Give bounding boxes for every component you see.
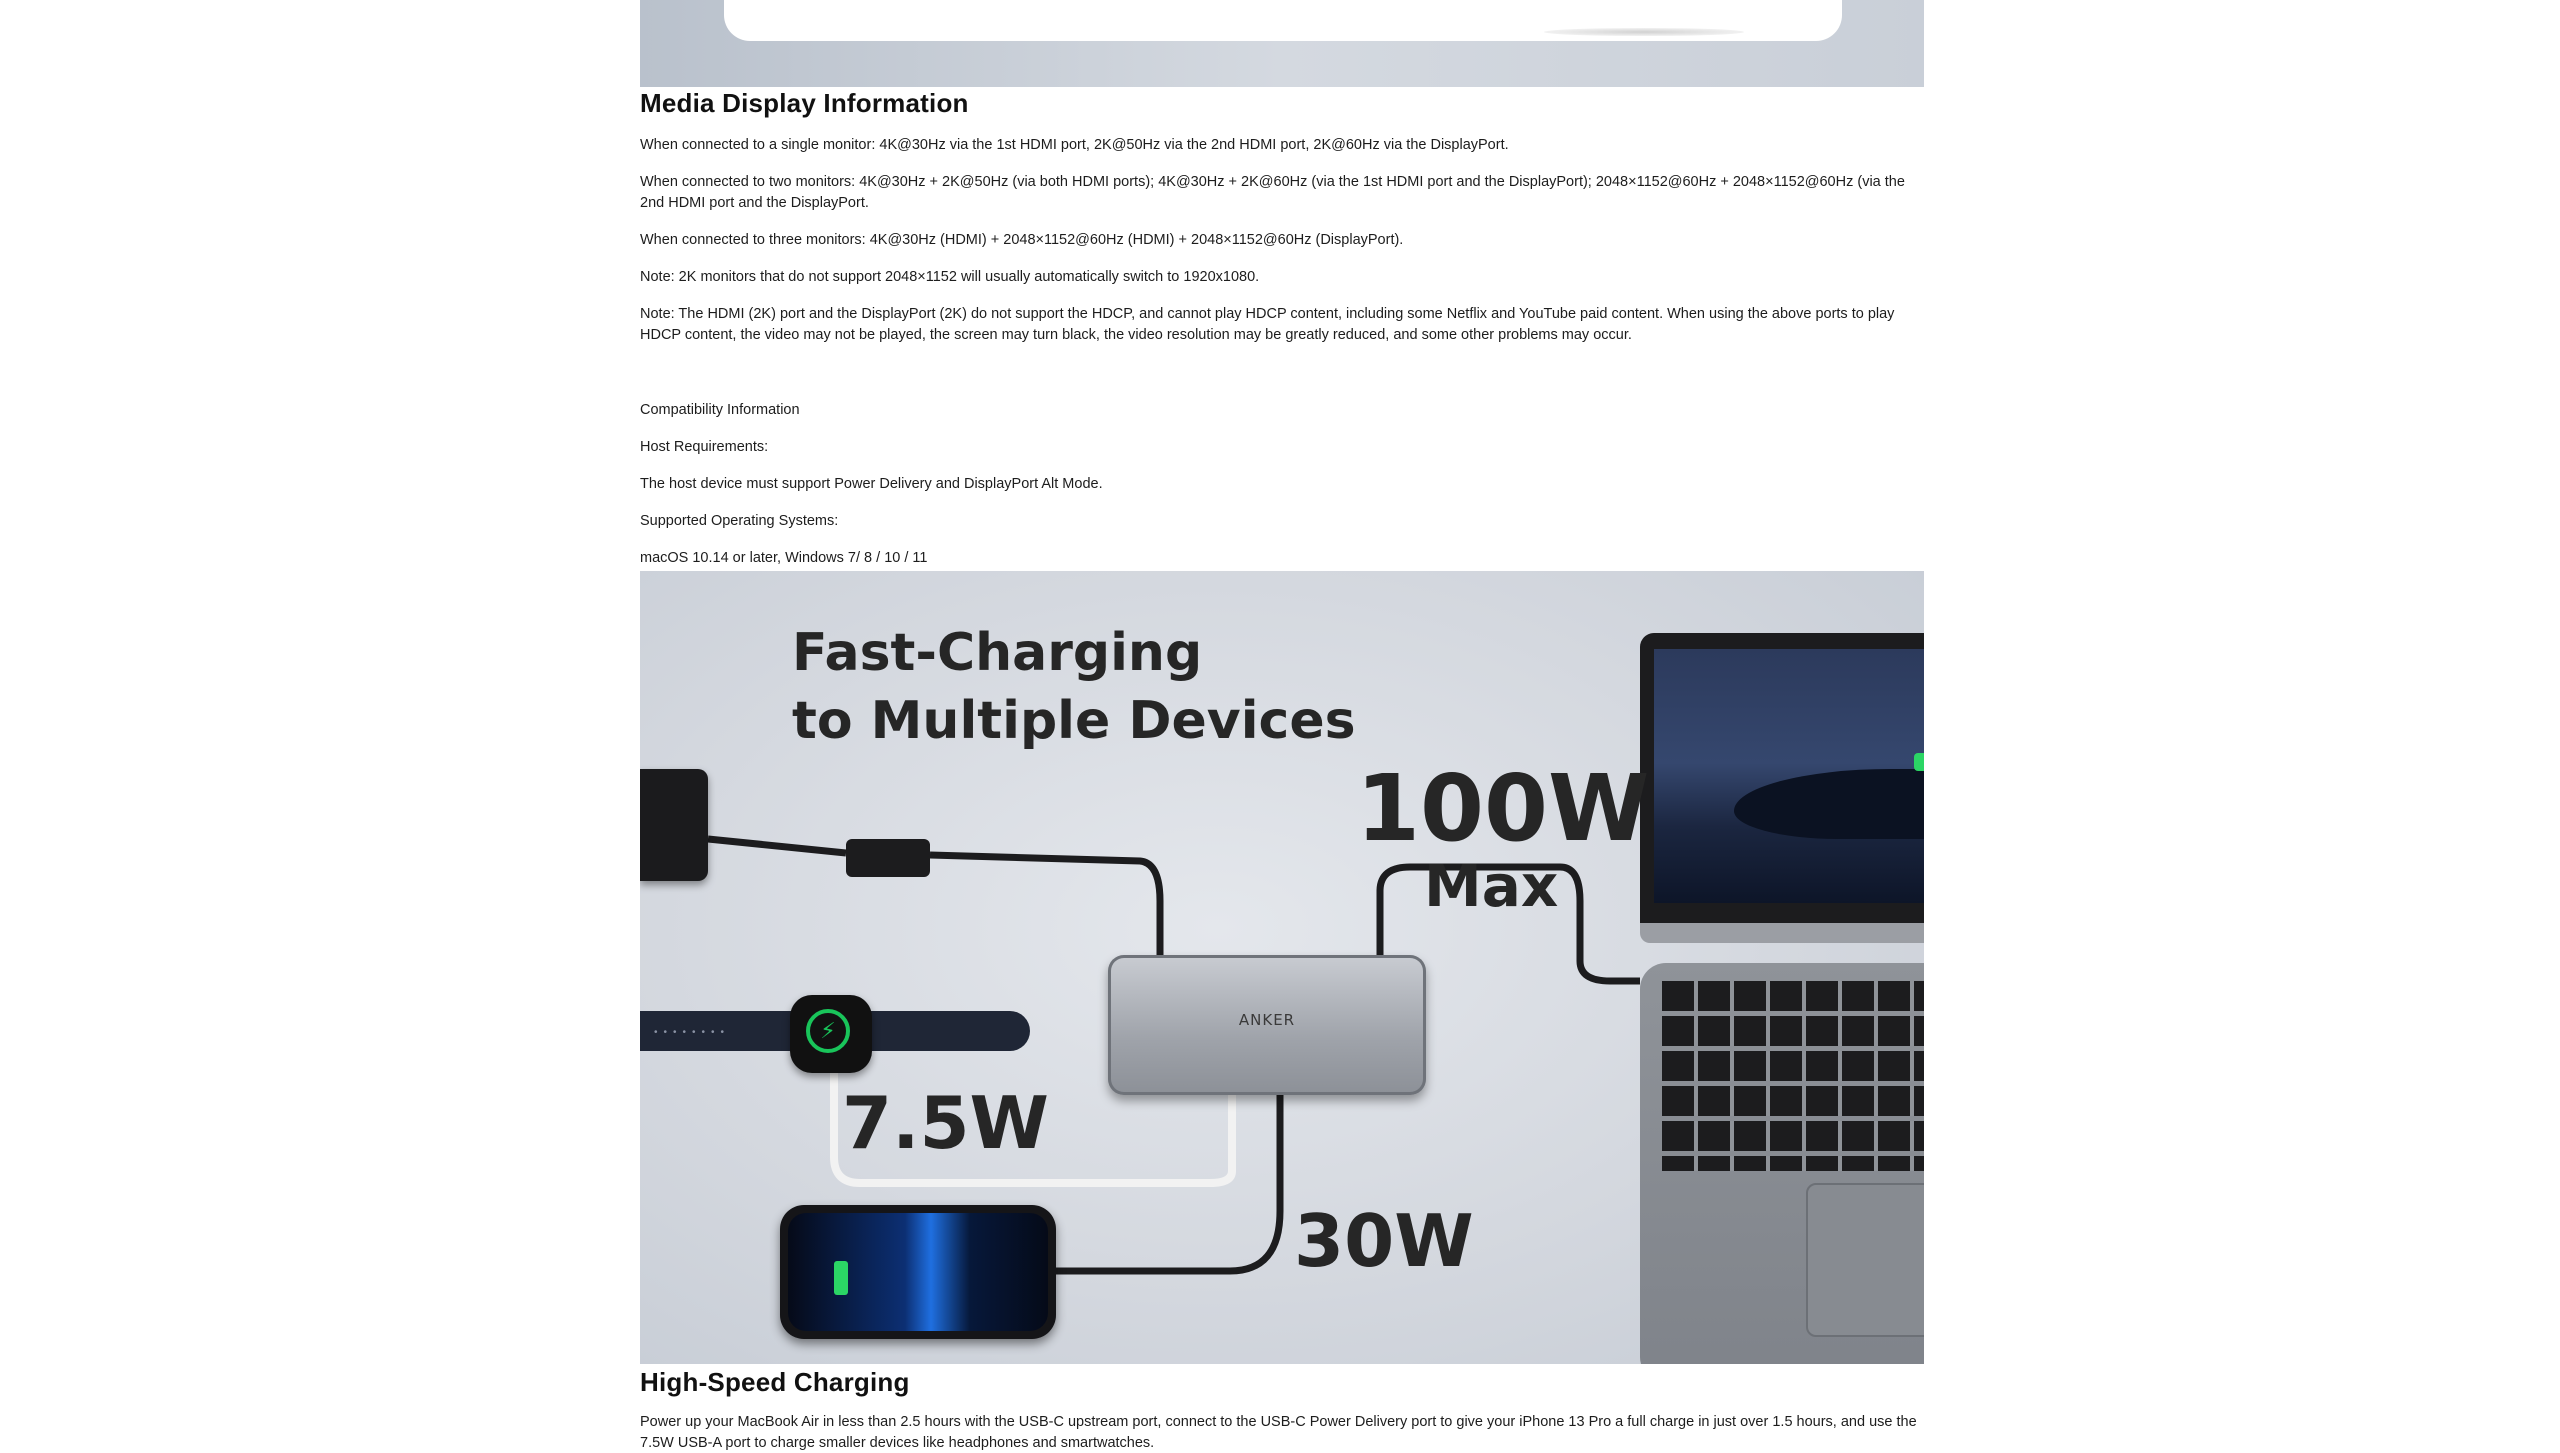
laptop-wallpaper	[1654, 649, 1924, 903]
smartphone	[780, 1205, 1056, 1339]
banner-shadow	[1544, 28, 1744, 36]
top-banner-image	[640, 0, 1924, 87]
media-paragraph-three: When connected to three monitors: 4K@30Hz (HDMI) + 2048×1152@60Hz (HDMI) + 2048×1152@60Hz (DisplayPort).	[640, 232, 1404, 248]
hero-heading	[792, 619, 1356, 755]
compat-heading: Compatibility Information	[640, 402, 800, 418]
band-holes: ••••••••	[654, 1027, 731, 1038]
media-paragraph-two: When connected to two monitors: 4K@30Hz + 2K@50Hz (via both HDMI ports); 4K@30Hz + 2K@60Hz (via the 1st HDMI port and the DisplayPort); 2048×1152@60Hz + 2048×1152@60Hz (via the 2nd HDMI port and the DisplayPort.	[640, 174, 1905, 211]
laptop-hinge	[1640, 923, 1924, 943]
compat-host-label: Host Requirements:	[640, 439, 769, 455]
power-adapter	[640, 769, 708, 881]
charging-paragraph: Power up your MacBook Air in less than 2.5 hours with the USB-C upstream port, connect to the USB-C Power Delivery port to give your iPhone 13 Pro a full charge in just over 1.5 hours, and use the 7.5W USB-A port to charge smaller devices like headphones and smartwatches.	[640, 1414, 1917, 1451]
wallpaper-island	[1734, 769, 1924, 839]
hero-heading-line1: Fast-Charging	[792, 623, 1203, 683]
hub-brand-logo: ANKER	[1238, 1011, 1296, 1029]
label-100w: 100W	[1356, 755, 1650, 862]
lightning-icon: ⚡	[806, 1009, 850, 1053]
media-note-hdcp: Note: The HDMI (2K) port and the DisplayPort (2K) do not support the HDCP, and cannot play HDCP content, including some Netflix and YouTube paid content. When using the above ports to play HDCP content, the video may not be played, the screen may turn black, the video resolution may be greatly reduced, and some other problems may occur.	[640, 306, 1895, 343]
media-paragraph-single: When connected to a single monitor: 4K@30Hz via the 1st HDMI port, 2K@50Hz via the 2nd HDMI port, 2K@60Hz via the DisplayPort.	[640, 137, 1509, 153]
docking-hub	[1108, 955, 1426, 1095]
charging-section-title: High-Speed Charging	[640, 1367, 910, 1397]
battery-icon	[834, 1261, 848, 1295]
laptop-keyboard	[1662, 981, 1924, 1171]
media-note-2k: Note: 2K monitors that do not support 2048×1152 will usually automatically switch to 1920x1080.	[640, 269, 1260, 285]
phone-screen	[788, 1213, 1048, 1331]
compat-os-label: Supported Operating Systems:	[640, 513, 839, 529]
charging-indicator	[1914, 753, 1924, 771]
banner-card	[724, 0, 1842, 41]
media-section-title: Media Display Information	[640, 88, 969, 118]
smartwatch	[790, 995, 872, 1073]
label-max: Max	[1424, 852, 1559, 920]
hero-heading-line2: to Multiple Devices	[792, 691, 1356, 751]
compat-os-text: macOS 10.14 or later, Windows 7/ 8 / 10 / 11	[640, 550, 928, 566]
laptop-trackpad	[1806, 1183, 1924, 1337]
compat-host-text: The host device must support Power Delivery and DisplayPort Alt Mode.	[640, 476, 1103, 492]
label-7-5w: 7.5W	[842, 1081, 1049, 1165]
fast-charging-image	[640, 571, 1924, 1364]
laptop-screen	[1640, 633, 1924, 923]
cable-ferrite	[846, 839, 930, 877]
label-30w: 30W	[1294, 1199, 1474, 1283]
